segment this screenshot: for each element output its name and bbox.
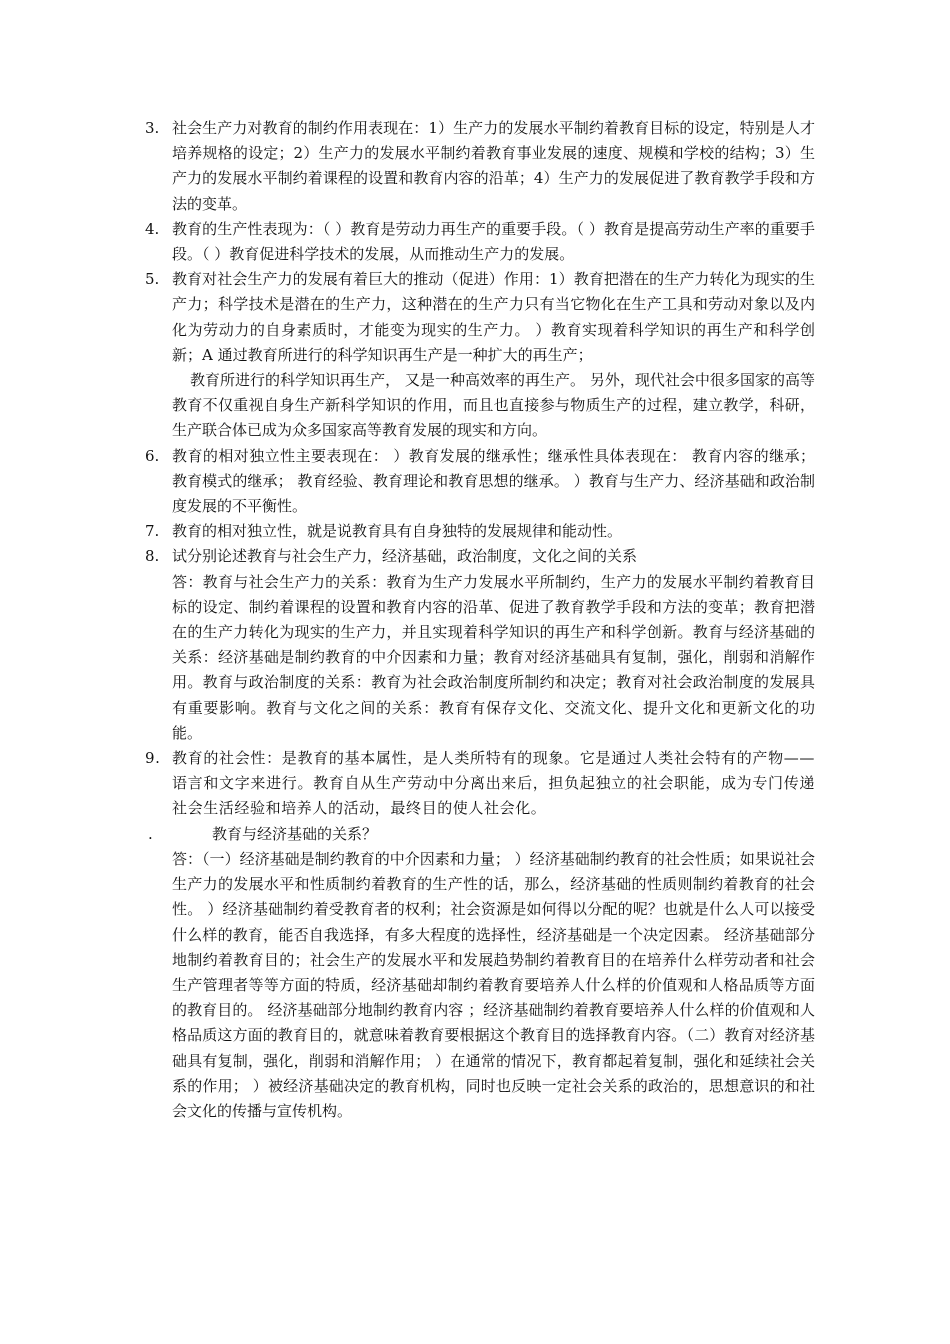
list-item-6 [145, 444, 815, 520]
answer-text: 答：（一）经济基础是制约教育的中介因素和力量； ）经济基础制约教育的社会性质；如果说社会生产力的发展水平和性质制约着教育的生产性的话，那么，经济基础的性质则制约着教育的社会性。 ）经济基础制约着受教育者的权利；社会资源是如何得以分配的呢？也就是什么人可以接受什么样的教育，能否自我选择，有多大程度的选择性，经济基础是一个决定因素。 经济基础部分地制约着教育目的；社会生产的发展水平和发展趋势制约着教育目的在培养什么样劳动者和社会生产管理者等等方面的特质，经济基础却制约着教育要培养人什么样的价值观和人格品质等方面的教育目的。 经济基础部分地制约教育内容 ；经济基础制约着教育要培养人什么样的价值观和人格品质这方面的教育目的，就意味着教育要根据这个教育目的选择教育内容。（二）教育对经济基础具有复制，强化，削弱和消解作用； ）在通常的情况下，教育都起着复制，强化和延续社会关系的作用； ）被经济基础决定的教育机构，同时也反映一定社会关系的政治的，思想意识的和社会文化的传播与宣传机构。 [172, 849, 815, 1120]
item-number: 9. [145, 749, 161, 768]
item-continuation: 教育所进行的科学知识再生产， 又是一种高效率的再生产。 另外，现代社会中很多国家的高等教育不仅重视自身生产新科学知识的作用，而且也直接参与物质生产的过程，建立教学，科研，生产联合体已成为众多国家高等教育发展的现实和方向。 [172, 371, 815, 440]
item-text: 教育的生产性表现为：（ ）教育是劳动力再生产的重要手段。（ ）教育是提高劳动生产率的重要手段。（ ）教育促进科学技术的发展，从而推动生产力的发展。 [172, 219, 815, 264]
document-body [145, 116, 815, 1124]
list-item-7 [145, 519, 815, 544]
item-number: 7. [145, 522, 160, 541]
item-number: 5. [145, 270, 160, 289]
question-text: 试分别论述教育与社会生产力，经济基础，政治制度，文化之间的关系 [172, 547, 638, 566]
list-item-4 [145, 217, 815, 267]
list-item-10 [145, 822, 815, 847]
item-number: 3. [145, 119, 160, 137]
item-text: 教育的相对独立性主要表现在： ）教育发展的继承性；继承性具体表现在： 教育内容的继承； 教育模式的继承； 教育经验、教育理论和教育思想的继承。 ）教育与生产力、经济基础和政治制度发展的不平衡性。 [172, 446, 815, 516]
item-number: . [148, 824, 153, 843]
item-number: 6. [145, 446, 160, 465]
item-text: 教育对社会生产力的发展有着巨大的推动（促进）作用：1）教育把潜在的生产力转化为现实的生产力；科学技术是潜在的生产力，这种潜在的生产力只有当它物化在生产工具和劳动对象以及内化为劳动力的自身素质时，才能变为现实的生产力。 ）教育实现着科学知识的再生产和科学创新；A 通过教育所进行的科学知识再生产是一种扩大的再生产； [172, 270, 815, 364]
item-text: 教育的社会性：是教育的基本属性，是人类所特有的现象。它是通过人类社会特有的产物——语言和文字来进行。教育自从生产劳动中分离出来后，担负起独立的社会职能，成为专门传递社会生活经验和培养人的活动，最终目的使人社会化。 [172, 749, 815, 818]
item-number: 8. [145, 547, 160, 566]
item-text: 教育的相对独立性，就是说教育具有自身独特的发展规律和能动性。 [172, 522, 623, 541]
item-number: 4. [145, 219, 160, 238]
answer-text: 答：教育与社会生产力的关系：教育为生产力发展水平所制约，生产力的发展水平制约着教育目标的设定、制约着课程的设置和教育内容的沿革、促进了教育教学手段和方法的变革；教育把潜在的生产力转化为现实的生产力，并且实现着科学知识的再生产和科学创新。教育与经济基础的关系：经济基础是制约教育的中介因素和力量；教育对经济基础具有复制，强化，削弱和消解作用。教育与政治制度的关系：教育为社会政治制度所制约和决定；教育对社会政治制度的发展具有重要影响。教育与文化之间的关系：教育有保存文化、交流文化、提升文化和更新文化的功能。 [172, 572, 815, 742]
item-text: 社会生产力对教育的制约作用表现在：1）生产力的发展水平制约着教育目标的设定，特别是人才培养规格的设定；2）生产力的发展水平制约着教育事业发展的速度、规模和学校的结构；3）生产力的发展水平制约着课程的设置和教育内容的沿革；4）生产力的发展促进了教育教学手段和方法的变革。 [172, 119, 815, 213]
question-text: 教育与经济基础的关系？ [212, 824, 378, 843]
list-item-5 [145, 267, 815, 443]
list-item-8 [145, 544, 815, 569]
list-item-3 [145, 116, 815, 217]
list-item-9 [145, 746, 815, 822]
